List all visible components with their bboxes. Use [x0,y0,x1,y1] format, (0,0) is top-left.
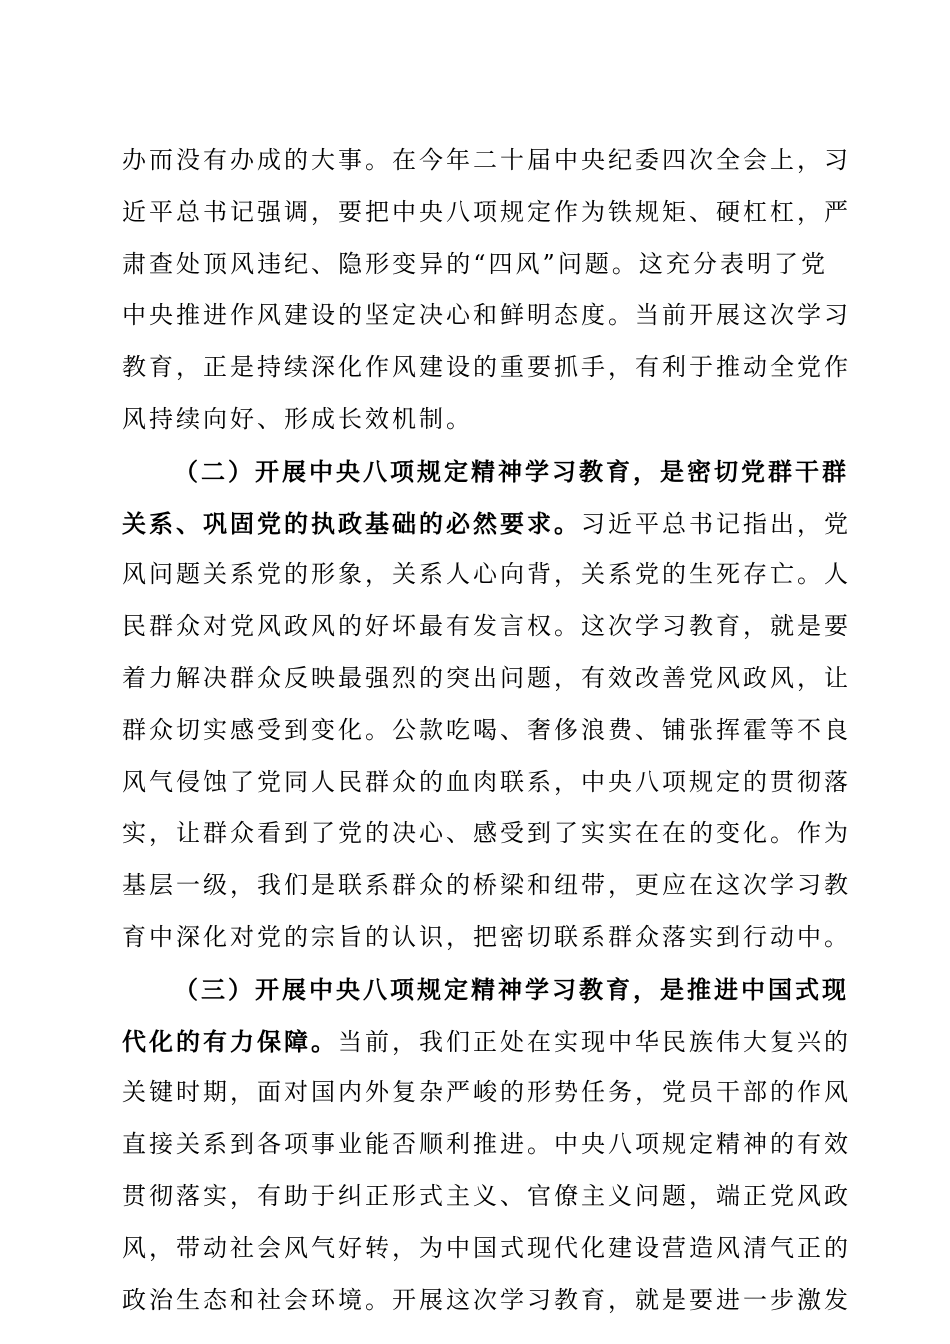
paragraph-2 [122,446,851,964]
text-line: 育中深化对党的宗旨的认识，把密切联系群众落实到行动中。 [122,922,851,951]
text-line: 实，让群众看到了党的决心、感受到了实实在在的变化。作为 [122,819,851,848]
document-body [122,135,851,1326]
text-line: 风气侵蚀了党同人民群众的血肉联系，中央八项规定的贯彻落 [122,767,851,796]
text-line: 关键时期，面对国内外复杂严峻的形势任务，党员干部的作风 [122,1078,851,1107]
text-line: 群众切实感受到变化。公款吃喝、奢侈浪费、铺张挥霍等不良 [122,715,851,744]
paragraph-1 [122,135,851,446]
text-line: 着力解决群众反映最强烈的突出问题，有效改善党风政风，让 [122,663,851,692]
section-heading-continuation: 代化的有力保障。 [122,1026,338,1056]
text-line: 教育，正是持续深化作风建设的重要抓手，有利于推动全党作 [122,353,851,382]
text-line: 贯彻落实，有助于纠正形式主义、官僚主义问题，端正党风政 [122,1181,851,1210]
text-line: 风，带动社会风气好转，为中国式现代化建设营造风清气正的 [122,1233,851,1262]
section-heading-continuation: 关系、巩固党的执政基础的必然要求。 [122,508,581,538]
text-line: 政治生态和社会环境。开展这次学习教育，就是要进一步激发 [122,1285,851,1314]
text-run: 当前，我们正处在实现中华民族伟大复兴的 [338,1027,851,1056]
paragraph-3 [122,964,851,1327]
text-line: 直接关系到各项事业能否顺利推进。中央八项规定精神的有效 [122,1130,851,1159]
text-line: 近平总书记强调，要把中央八项规定作为铁规矩、硬杠杠，严 [122,197,851,226]
section-heading: （二）开展中央八项规定精神学习教育，是密切党群干群 [174,456,849,486]
text-line: 肃查处顶风违纪、隐形变异的“四风”问题。这充分表明了党 [122,249,828,278]
text-line: 风持续向好、形成长效机制。 [122,404,473,433]
text-line: 中央推进作风建设的坚定决心和鲜明态度。当前开展这次学习 [122,301,851,330]
text-line [122,1016,851,1068]
section-heading: （三）开展中央八项规定精神学习教育，是推进中国式现 [174,974,849,1004]
text-line [122,498,851,550]
text-line: 民群众对党风政风的好坏最有发言权。这次学习教育，就是要 [122,612,851,641]
text-line: 基层一级，我们是联系群众的桥梁和纽带，更应在这次学习教 [122,871,851,900]
text-line: 风问题关系党的形象，关系人心向背，关系党的生死存亡。人 [122,560,851,589]
text-run: 习近平总书记指出，党 [581,509,851,538]
text-line: 办而没有办成的大事。在今年二十届中央纪委四次全会上，习 [122,146,851,174]
